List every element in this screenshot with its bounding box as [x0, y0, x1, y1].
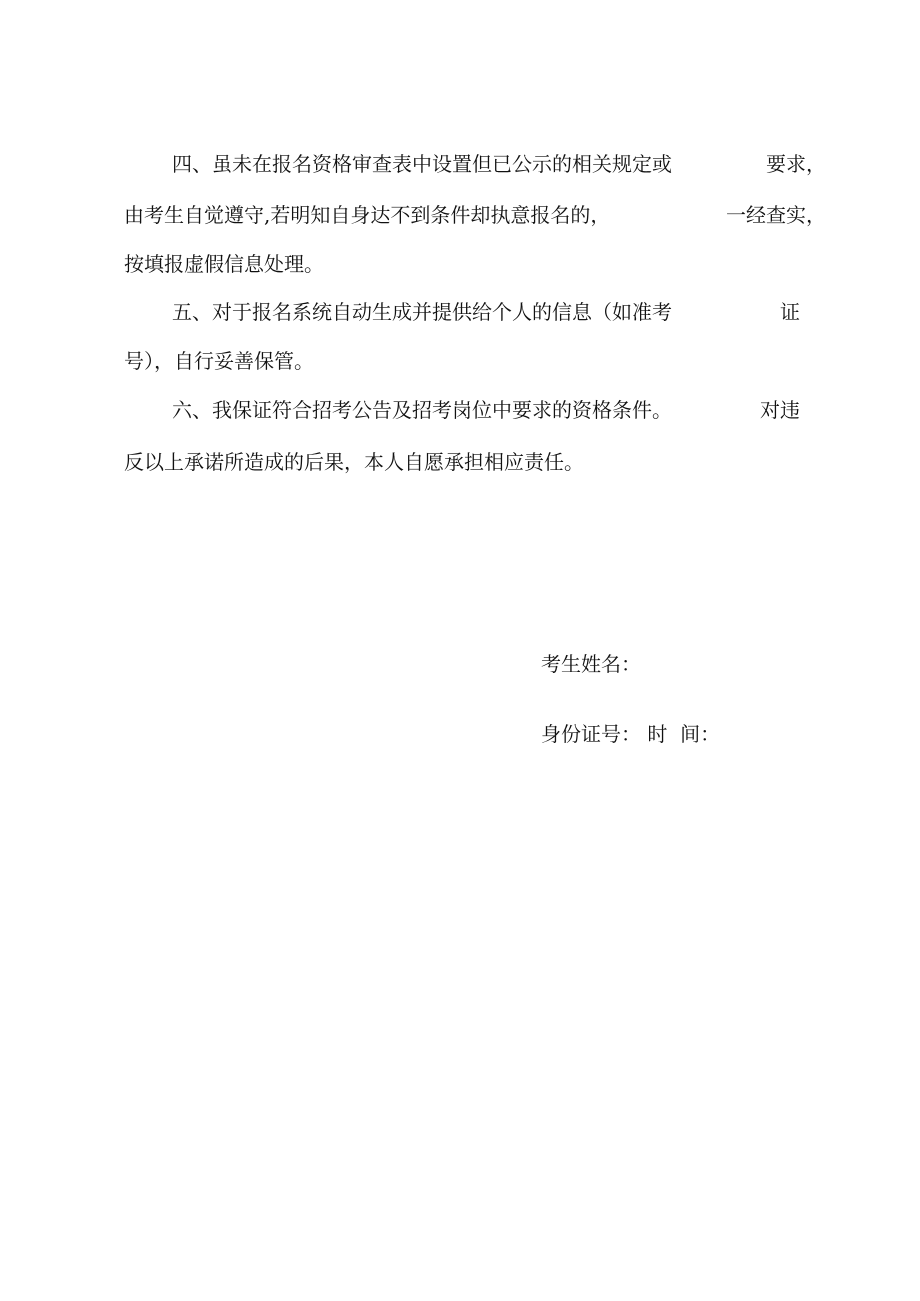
paragraph-4-line-2	[124, 203, 826, 227]
paragraph-4-line-1	[172, 152, 826, 176]
paragraph-6-line-1	[172, 398, 800, 422]
text-segment: 对违	[760, 398, 800, 422]
text-segment: 由考生自觉遵守,若明知自身达不到条件却执意报名的，	[124, 203, 611, 227]
text-segment: 一经查实，	[726, 203, 826, 227]
paragraph-5-line-1	[172, 300, 800, 324]
text-segment: 证	[780, 300, 800, 324]
signature-id-time-row	[541, 722, 720, 746]
paragraph-6-line-2	[124, 450, 584, 474]
paragraph-4-line-3	[124, 252, 324, 276]
time-label: 时 间：	[647, 722, 721, 746]
id-number-label: 身份证号：	[541, 722, 641, 746]
text-segment: 五、对于报名系统自动生成并提供给个人的信息（如准考	[172, 300, 672, 324]
candidate-name-label: 考生姓名：	[541, 652, 641, 676]
text-segment: 号），自行妥善保管。	[124, 349, 314, 373]
paragraph-5-line-2	[124, 349, 314, 373]
text-segment: 按填报虚假信息处理。	[124, 252, 324, 276]
text-segment: 反以上承诺所造成的后果，本人自愿承担相应责任。	[124, 450, 584, 474]
text-segment: 六、我保证符合招考公告及招考岗位中要求的资格条件。	[172, 398, 672, 422]
text-segment: 要求，	[766, 152, 826, 176]
text-segment: 四、虽未在报名资格审查表中设置但已公示的相关规定或	[172, 152, 672, 176]
